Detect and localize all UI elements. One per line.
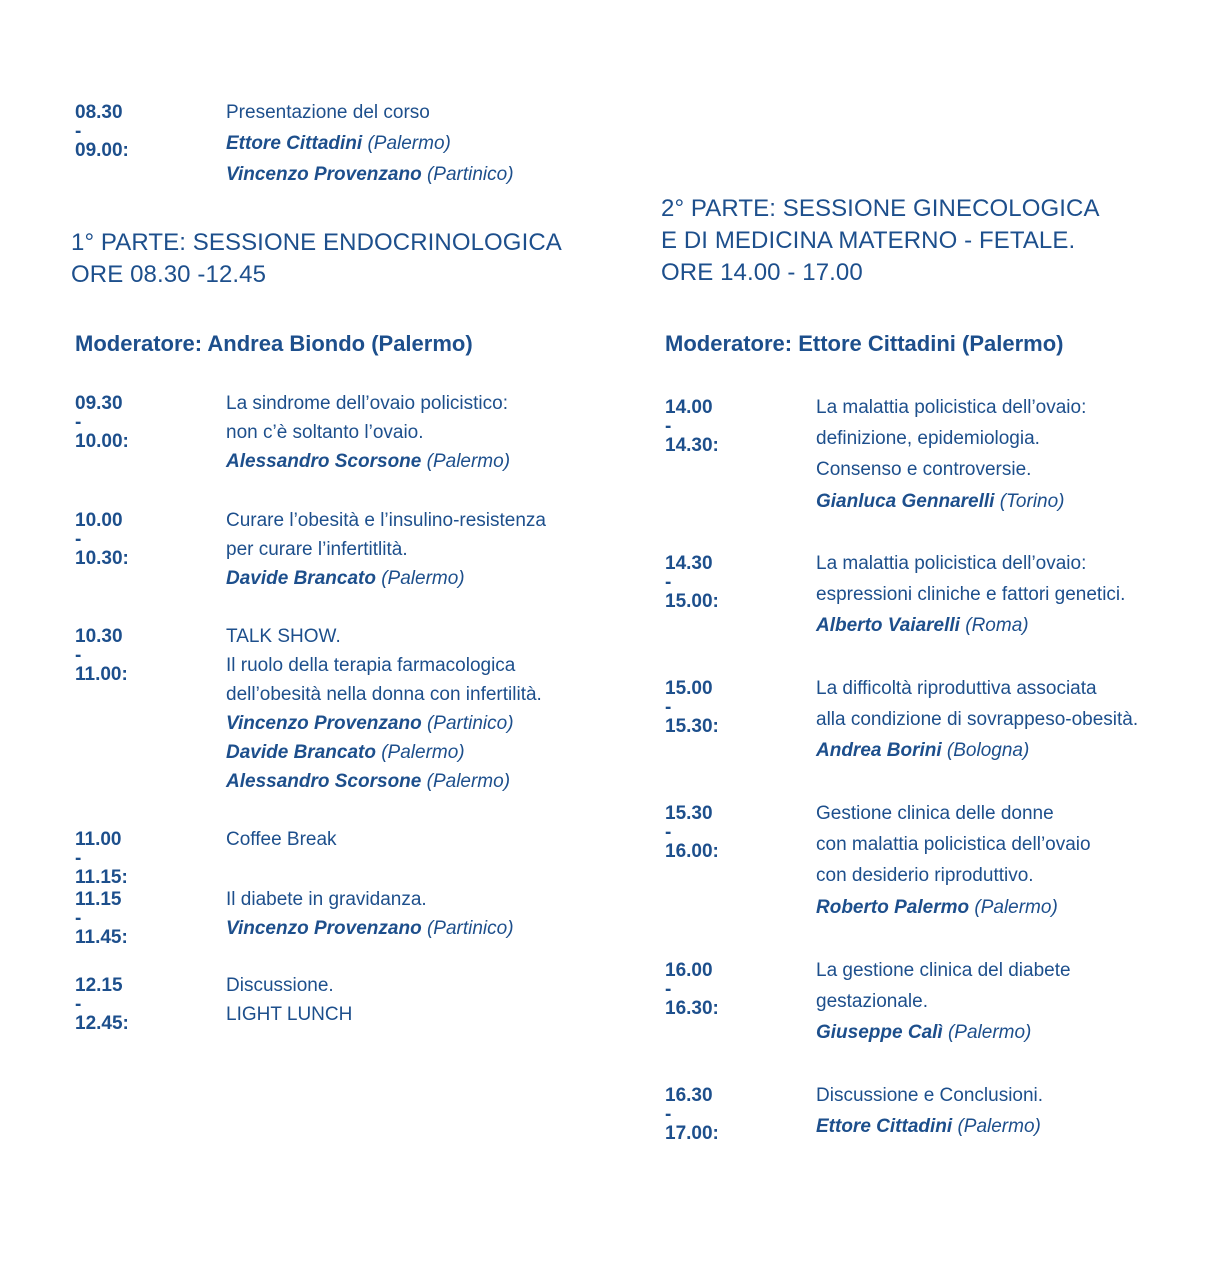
part2-heading: [661, 193, 1100, 289]
speaker-city: (Partinico): [426, 713, 514, 734]
speaker-city: (Palermo): [947, 1022, 1032, 1044]
session-details: [816, 804, 1091, 929]
session-time: 14.00 - 14.30:: [665, 397, 719, 456]
speaker-name: Gianluca Gennarelli: [816, 490, 995, 512]
session-time: 14.30 - 15.00:: [665, 553, 719, 612]
session-title-line: espressioni cliniche e fattori genetici.: [816, 584, 1126, 606]
session-time: 11.00 - 11.15:: [75, 829, 128, 888]
speaker-name: Vincenzo Provenzano: [226, 713, 422, 734]
session-title-line: Discussione.: [226, 975, 334, 996]
speaker-name: Ettore Cittadini: [226, 133, 363, 154]
speaker-city: (Palermo): [381, 742, 465, 763]
session-title-line: Il diabete in gravidanza.: [226, 889, 427, 910]
session-title-line: con desiderio riproduttivo.: [816, 865, 1034, 887]
speaker-city: (Palermo): [974, 896, 1058, 918]
session-time: 12.15 - 12.45:: [75, 975, 129, 1034]
session-details: [816, 1086, 1043, 1148]
speaker: [226, 165, 514, 184]
session-title-line: Curare l’obesità e l’insulino-resistenza: [226, 510, 546, 531]
speaker: [816, 1117, 1043, 1136]
session-time: 10.00 - 10.30:: [75, 510, 129, 569]
speaker-city: (Roma): [965, 615, 1029, 637]
session-details: [816, 554, 1125, 648]
session-details: [226, 103, 514, 196]
speaker: [816, 616, 1125, 635]
session-title-line: Il ruolo della terapia farmacologica: [226, 655, 516, 676]
speaker-city: (Torino): [999, 490, 1065, 512]
speaker-city: (Partinico): [426, 164, 514, 185]
speaker: [816, 492, 1086, 511]
session-title-line: La difficoltà riproduttiva associata: [816, 678, 1097, 699]
session-details: [226, 890, 514, 948]
session-title-line: La sindrome dell’ovaio policistico:: [226, 393, 508, 414]
session-title-line: Consenso e controversie.: [816, 459, 1032, 481]
session-time: 10.30 - 11.00:: [75, 626, 128, 685]
session-title-line: gestazionale.: [816, 991, 928, 1013]
section-heading-line: E DI MEDICINA MATERNO - FETALE.: [661, 227, 1076, 254]
session-time: 16.00 - 16.30:: [665, 960, 719, 1019]
speaker-city: (Palermo): [426, 451, 511, 472]
session-time: 15.00 - 15.30:: [665, 678, 719, 737]
session-title-line: Gestione clinica delle donne: [816, 803, 1054, 824]
speaker-name: Roberto Palermo: [816, 896, 970, 918]
speaker-name: Davide Brancato: [226, 568, 376, 589]
speaker: [226, 714, 542, 733]
session-details: [816, 679, 1138, 773]
section-heading-line: ORE 08.30 -12.45: [71, 261, 267, 288]
speaker-city: (Bologna): [946, 740, 1030, 762]
session-time: 11.15 - 11.45:: [75, 889, 128, 948]
session-details: [816, 398, 1086, 523]
session-title-line: definizione, epidemiologia.: [816, 428, 1040, 450]
part1-heading: [71, 227, 562, 291]
session-title-line: La gestione clinica del diabete: [816, 960, 1071, 981]
part2-moderator: Moderatore: Ettore Cittadini (Palermo): [665, 331, 1064, 356]
section-heading-line: 2° PARTE: SESSIONE GINECOLOGICA: [661, 195, 1100, 222]
part1-moderator: Moderatore: Andrea Biondo (Palermo): [75, 331, 473, 356]
session-details: [226, 627, 542, 801]
speaker-name: Vincenzo Provenzano: [226, 918, 422, 939]
session-details: [226, 976, 352, 1034]
session-time: 08.30 - 09.00:: [75, 102, 129, 161]
speaker-name: Davide Brancato: [226, 742, 376, 763]
section-heading-line: 1° PARTE: SESSIONE ENDOCRINOLOGICA: [71, 229, 562, 256]
speaker-city: (Palermo): [381, 568, 465, 589]
speaker: [226, 772, 542, 791]
session-time: 16.30 - 17.00:: [665, 1085, 719, 1144]
session-details: [226, 511, 546, 598]
session-title-line: Presentazione del corso: [226, 102, 430, 123]
speaker: [226, 569, 546, 588]
session-title-line: Discussione e Conclusioni.: [816, 1085, 1044, 1106]
session-time: 09.30 - 10.00:: [75, 393, 129, 452]
session-details: [226, 394, 510, 481]
speaker-city: (Partinico): [426, 918, 514, 939]
session-title-line: alla condizione di sovrappeso-obesità.: [816, 709, 1139, 731]
session-details: [816, 961, 1071, 1055]
speaker-city: (Palermo): [426, 771, 511, 792]
speaker: [226, 452, 510, 471]
speaker-name: Alberto Vaiarelli: [816, 615, 960, 637]
session-title-line: LIGHT LUNCH: [226, 1004, 353, 1025]
session-title-line: per curare l’infertitlità.: [226, 539, 408, 560]
speaker: [226, 919, 514, 938]
session-title-line: La malattia policistica dell’ovaio:: [816, 553, 1087, 574]
session-title-line: non c’è soltanto l’ovaio.: [226, 422, 424, 443]
speaker-name: Ettore Cittadini: [816, 1116, 953, 1138]
speaker-name: Alessandro Scorsone: [226, 771, 422, 792]
speaker: [816, 898, 1091, 917]
speaker: [226, 743, 542, 762]
session-title-line: TALK SHOW.: [226, 626, 341, 647]
speaker-name: Alessandro Scorsone: [226, 451, 422, 472]
speaker-name: Andrea Borini: [816, 740, 942, 762]
speaker: [816, 741, 1138, 760]
session-title-line: La malattia policistica dell’ovaio:: [816, 397, 1087, 418]
speaker: [226, 134, 514, 153]
session-title-line: dell’obesità nella donna con infertilità.: [226, 684, 542, 705]
speaker-city: (Palermo): [367, 133, 451, 154]
speaker-city: (Palermo): [957, 1116, 1041, 1138]
speaker: [816, 1023, 1071, 1042]
speaker-name: Vincenzo Provenzano: [226, 164, 422, 185]
session-details: [226, 830, 337, 859]
session-time: 15.30 - 16.00:: [665, 803, 719, 862]
session-title-line: con malattia policistica dell’ovaio: [816, 834, 1091, 856]
section-heading-line: ORE 14.00 - 17.00: [661, 259, 863, 286]
speaker-name: Giuseppe Calì: [816, 1022, 943, 1044]
session-title-line: Coffee Break: [226, 829, 337, 850]
